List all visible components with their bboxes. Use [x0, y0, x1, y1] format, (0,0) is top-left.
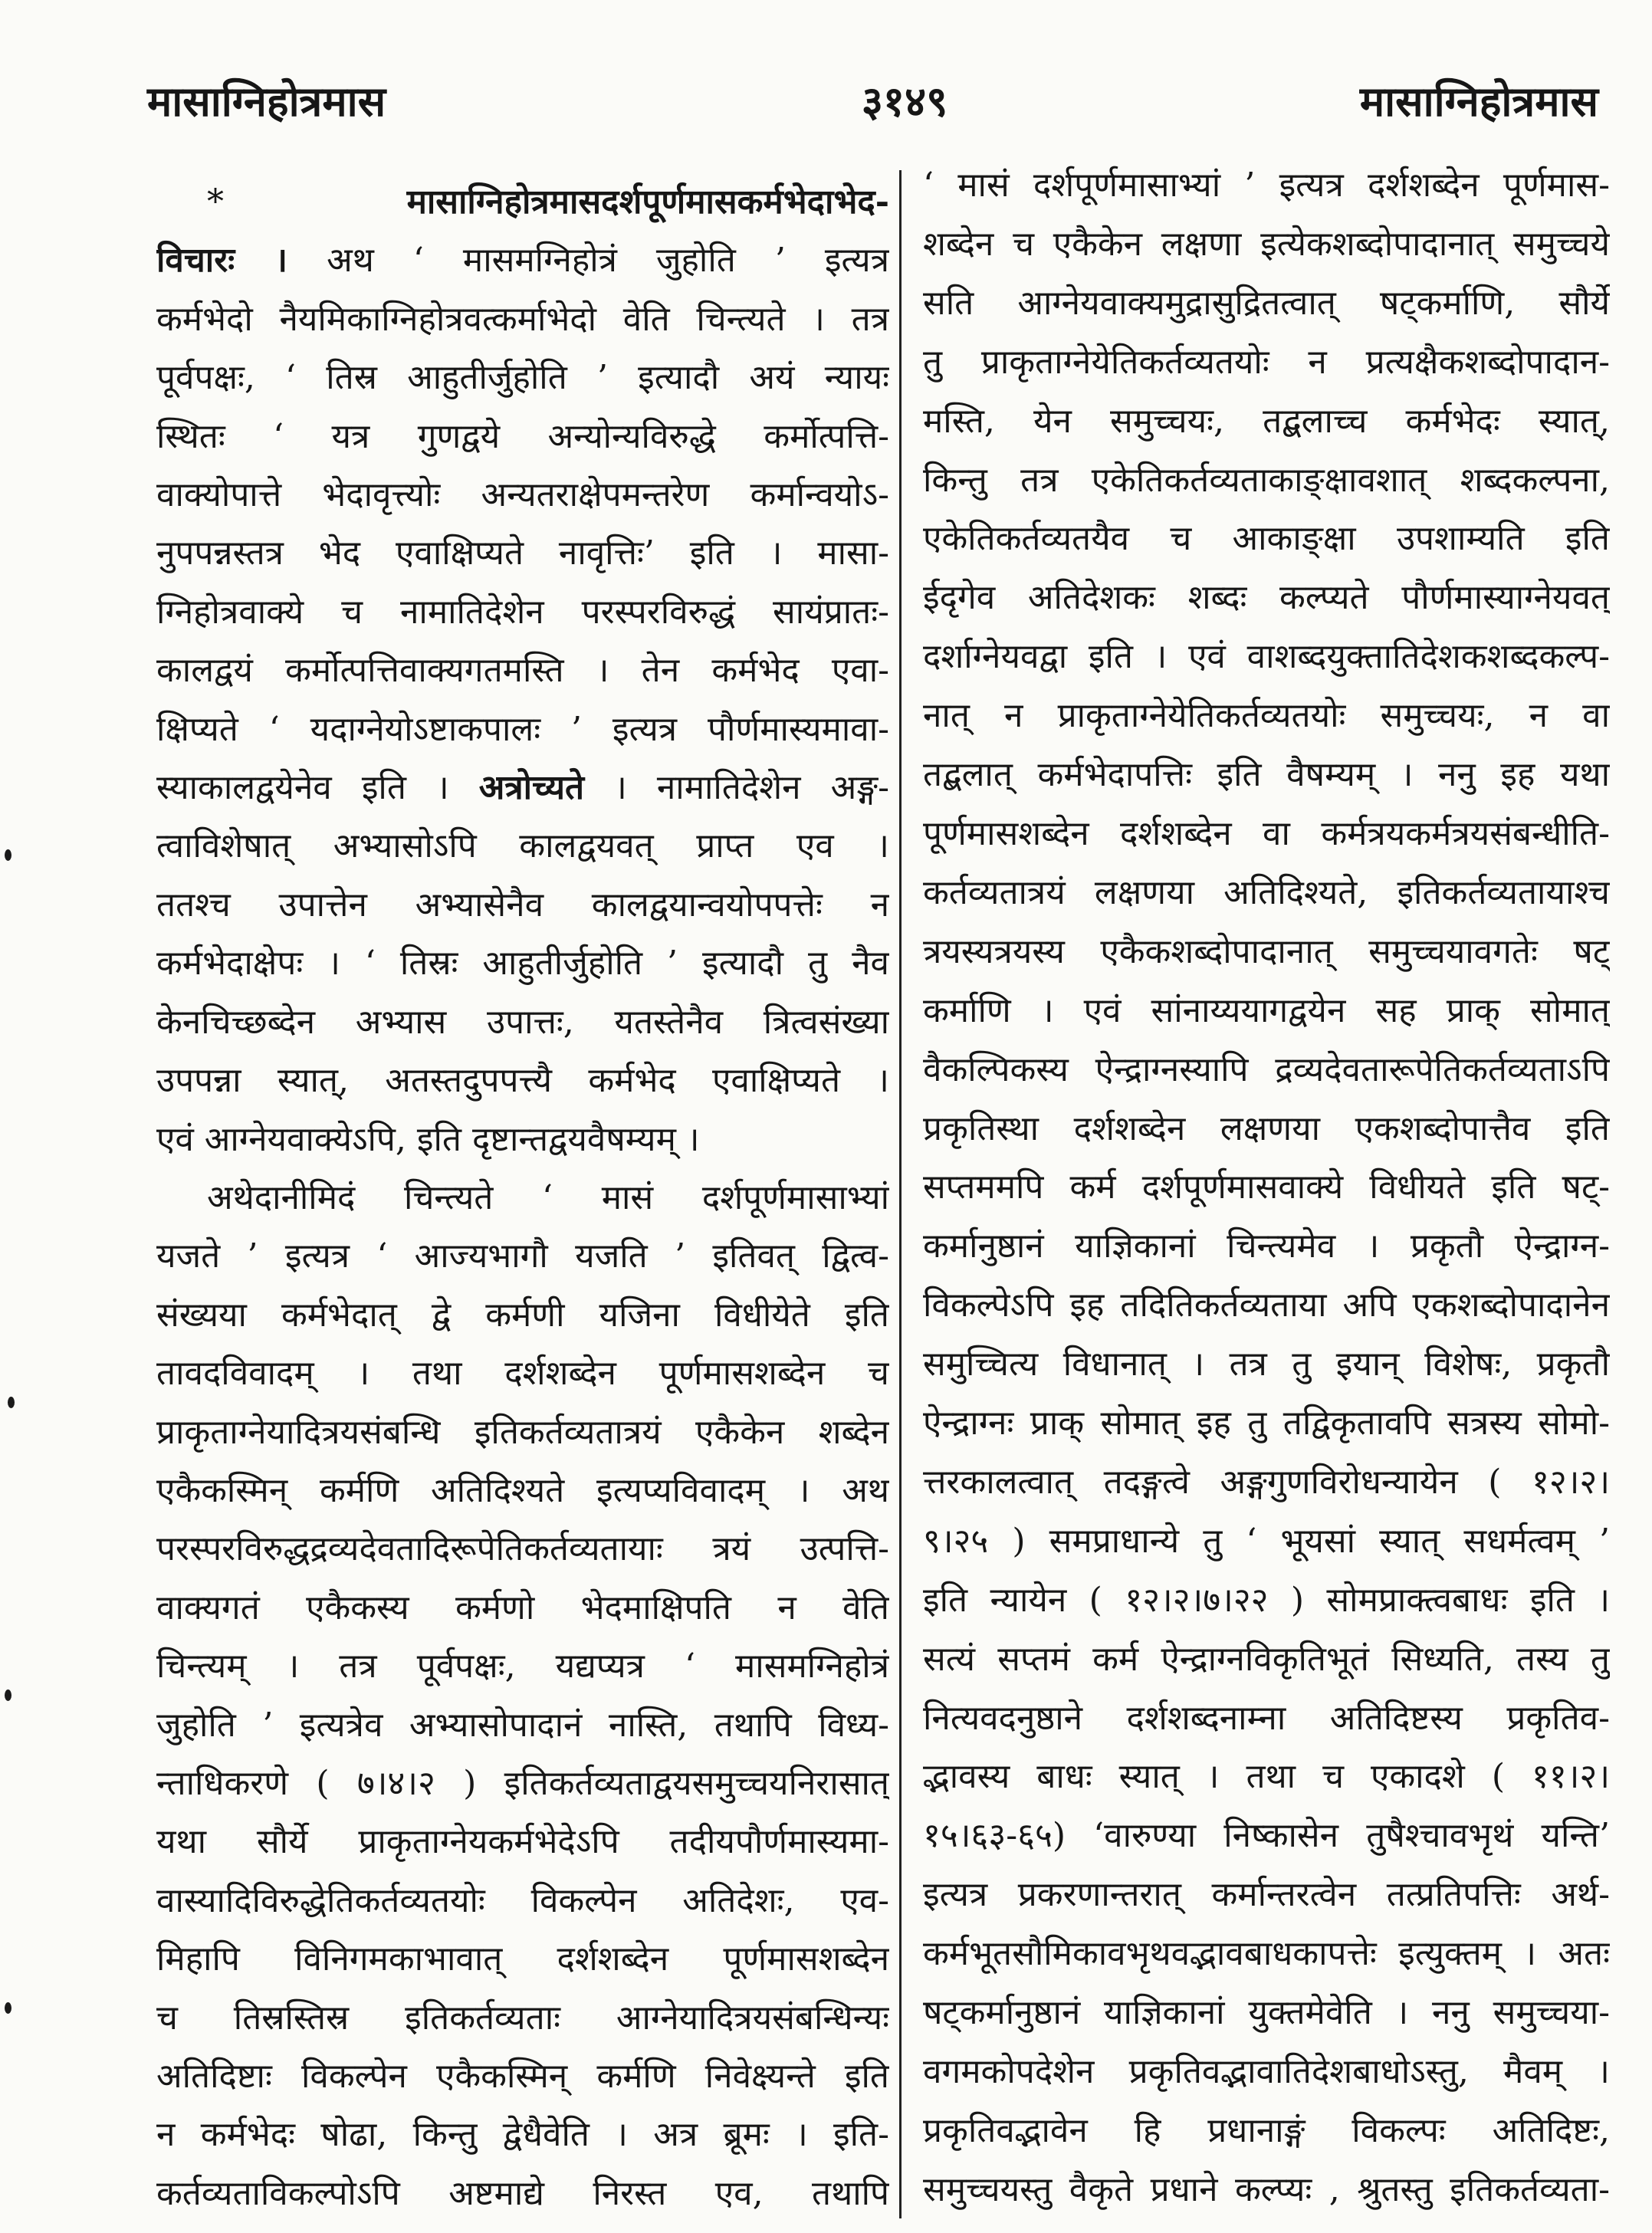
right-column-line: वैकल्पिकस्य ऐन्द्राग्नस्यापि द्रव्यदेवतारूपेतिकर्तव्यताऽपि: [923, 1049, 1610, 1089]
right-column-line: नित्यवदनुष्ठाने दर्शशब्दनाम्ना अतिदिष्टस्य प्रकृतिव-: [923, 1698, 1610, 1738]
left-column-line: अतिदिष्टाः विकल्पेन एकैकस्मिन् कर्मणि निवेक्ष्यन्ते इति: [156, 2057, 889, 2096]
right-column-line: विकल्पेऽपि इह तदितिकर्तव्यताया अपि एकशब्दोपादानेन: [923, 1286, 1610, 1325]
right-column-line: द्भावस्य बाधः स्यात् । तथा च एकादशे ( ११।२।: [923, 1757, 1610, 1797]
right-column-line: ऐन्द्राग्नः प्राक् सोमात् इह तु तद्विकृतावपि सत्रस्य सोमो-: [923, 1404, 1610, 1443]
left-column-line: वास्यादिविरुद्धेतिकर्तव्यतयोः विकल्पेन अतिदेशः, एव-: [156, 1880, 889, 1920]
right-column-line: दर्शाग्नेयवद्वा इति । एवं वाशब्दयुक्तातिदेशकशब्दकल्प-: [923, 637, 1610, 677]
right-column-line: सत्यं सप्तमं कर्म ऐन्द्राग्नविकृतिभूतं सिध्यति, तस्य तु: [923, 1639, 1610, 1679]
left-column-line: जुहोति ’ इत्यत्रेव अभ्यासोपादानं नास्ति, तथापि विध्य-: [156, 1705, 889, 1745]
left-column-line: चिन्त्यम् । तत्र पूर्वपक्षः, यद्यप्यत्र ‘ मासमग्निहोत्रं: [156, 1647, 889, 1686]
article-heading: मासाग्निहोत्रमासदर्शपूर्णमासकर्मभेदाभेद-: [406, 182, 889, 222]
left-column-line: न कर्मभेदः षोढा, किन्तु द्वेधैवेति । अत्र ब्रूमः । इति-: [156, 2115, 889, 2155]
left-column-line: एकैकस्मिन् कर्मणि अतिदिश्यते इत्यप्यविवादम् । अथ: [156, 1470, 889, 1510]
right-column-line: सप्तममपि कर्म दर्शपूर्णमासवाक्ये विधीयते इति षट्-: [923, 1167, 1610, 1207]
right-column-line: एकेतिकर्तव्यतयैव च आकाङ्क्षा उपशाम्यति इति: [923, 519, 1610, 559]
right-column-line: वगमकोपदेशेन प्रकृतिवद्भावातिदेशबाधोऽस्तु, मैवम् ।: [923, 2052, 1610, 2091]
left-column-line: एवं आग्नेयवाक्येऽपि, इति दृष्टान्तद्वयवैषम्यम् ।: [156, 1119, 700, 1159]
right-column-line: तद्बलात् कर्मभेदापत्तिः इति वैषम्यम् । ननु इह यथा: [923, 755, 1610, 795]
left-column-line: कालद्वयं कर्मोत्पत्तिवाक्यगतमस्ति । तेन कर्मभेद एवा-: [156, 651, 889, 691]
right-column-line: प्रकृतिस्था दर्शशब्देन लक्षणया एकशब्दोपात्तैव इति: [923, 1108, 1610, 1148]
left-column-line: प्राकृताग्नेयादित्रयसंबन्धि इतिकर्तव्यतात्रयं एकैकेन शब्देन: [156, 1412, 889, 1452]
left-column-line: ततश्च उपात्तेन अभ्यासेनैव कालद्वयान्वयोपपत्तेः न: [156, 885, 889, 924]
right-column: [923, 156, 1610, 2220]
line-text: । नामातिदेशेन अङ्ग-: [614, 768, 889, 808]
right-column-line: पूर्णमासशब्देन दर्शशब्देन वा कर्मत्रयकर्मत्रयसंबन्धीति-: [923, 813, 1610, 853]
article-heading-continued: विचारः ।: [156, 241, 288, 281]
running-header-right: मासाग्निहोत्रमास: [1359, 77, 1598, 126]
right-column-line: षट्कर्मानुष्ठानं याज्ञिकानां युक्तमेवेति । ननु समुच्चया-: [923, 1993, 1610, 2033]
left-column-line: [156, 759, 889, 817]
left-column-line: [156, 232, 889, 290]
scan-mark: [5, 1690, 11, 1701]
left-column-line: तावदविवादम् । तथा दर्शशब्देन पूर्णमासशब्देन च: [156, 1354, 889, 1394]
left-column-line: पूर्वपक्षः, ‘ तिस्र आहुतीर्जुहोति ’ इत्यादौ अयं न्यायः: [156, 358, 889, 398]
right-column-line: कर्तव्यतात्रयं लक्षणया अतिदिश्यते, इतिकर्तव्यतायाश्च: [923, 872, 1610, 912]
right-column-line: तु प्राकृताग्नेयेतिकर्तव्यतयोः न प्रत्यक्षैकशब्दोपादान-: [923, 342, 1610, 382]
left-column-line: अथेदानीमिदं चिन्त्यते ‘ मासं दर्शपूर्णमासाभ्यां: [207, 1177, 889, 1217]
right-column-line: इति न्यायेन ( १२।२।७।२२ ) सोमप्राक्त्वबाधः इति ।: [923, 1580, 1610, 1620]
running-header-left: मासाग्निहोत्रमास: [147, 77, 386, 126]
left-column-line: मिहापि विनिगमकाभावात् दर्शशब्देन पूर्णमासशब्देन: [156, 1939, 889, 1979]
right-column-line: ‘ मासं दर्शपूर्णमासाभ्यां ’ इत्यत्र दर्शशब्देन पूर्णमास-: [923, 166, 1610, 205]
right-column-line: समुच्चयस्तु वैकृते प्रधाने कल्प्यः , श्रुतस्तु इतिकर्तव्यता-: [923, 2169, 1610, 2209]
right-column-line: इत्यत्र प्रकरणान्तरात् कर्मान्तरत्वेन तत्प्रतिपत्तिः अर्थ-: [923, 1875, 1610, 1915]
right-column-line: ईदृगेव अतिदेशकः शब्दः कल्प्यते पौर्णमास्याग्नेयवत्: [923, 578, 1610, 618]
left-column-line: नुपपन्नस्तत्र भेद एवाक्षिप्यते नावृत्तिः’ इति । मासा-: [156, 534, 889, 573]
right-column-line: किन्तु तत्र एकेतिकर्तव्यताकाङ्क्षावशात् शब्दकल्पना,: [923, 460, 1610, 500]
left-column-line: न्ताधिकरणे ( ७।४।२ ) इतिकर्तव्यताद्वयसमुच्चयनिरासात्: [156, 1763, 889, 1803]
left-column-line: उपपन्ना स्यात्, अतस्तदुपपत्त्यै कर्मभेद एवाक्षिप्यते ।: [156, 1061, 889, 1101]
left-column-line: ग्निहोत्रवाक्ये च नामातिदेशेन परस्परविरुद्धं सायंप्रातः-: [156, 592, 889, 632]
right-column-line: कर्माणि । एवं सांनाय्ययागद्वयेन सह प्राक् सोमात्: [923, 990, 1610, 1030]
page-number: ३१४९: [861, 77, 948, 126]
right-column-line: नात् न प्राकृताग्नेयेतिकर्तव्यतयोः समुच्चयः, न वा: [923, 696, 1610, 736]
left-column-line: क्षिप्यते ‘ यदाग्नेयोऽष्टाकपालः ’ इत्यत्र पौर्णमास्यमावा-: [156, 709, 889, 749]
right-column-line: कर्मभूतसौमिकावभृथवद्भावबाधकापत्तेः इत्युक्तम् । अतः: [923, 1934, 1610, 1974]
article-heading-line: [156, 173, 889, 232]
left-column-line: वाक्यगतं एकैकस्य कर्मणो भेदमाक्षिपति न वेति: [156, 1588, 889, 1627]
right-column-line: समुच्चित्य विधानात् । तत्र तु इयान् विशेषः, प्रकृतौ: [923, 1345, 1610, 1384]
line-text: अथ ‘ मासमग्निहोत्रं जुहोति ’ इत्यत्र: [327, 241, 889, 281]
left-column-line: च तिस्रस्तिस्र इतिकर्तव्यताः आग्नेयादित्रयसंबन्धिन्यः: [156, 1998, 889, 2038]
right-column-line: सति आग्नेयवाक्यमुद्रासुद्रितत्वात् षट्कर्माणि, सौर्ये: [923, 283, 1610, 323]
right-column-line: मस्ति, येन समुच्चयः, तद्बलाच्च कर्मभेदः स्यात्,: [923, 401, 1610, 441]
scan-mark: [5, 2002, 11, 2014]
left-column-line: संख्यया कर्मभेदात् द्वे कर्मणी यजिना विधीयेते इति: [156, 1295, 889, 1335]
right-column-line: १५।६३-६५) ‘वारुण्या निष्कासेन तुषैश्चावभृथं यन्ति’: [923, 1816, 1610, 1856]
left-column-line: यथा सौर्ये प्राकृताग्नेयकर्मभेदेऽपि तदीयपौर्णमास्यमा-: [156, 1822, 889, 1862]
right-column-line: त्रयस्यत्रयस्य एकैकशब्दोपादानात् समुच्चयावगतेः षट्: [923, 931, 1610, 971]
left-column-line: परस्परविरुद्धद्रव्यदेवतादिरूपेतिकर्तव्यतायाः त्रयं उत्पत्ति-: [156, 1529, 889, 1569]
line-text: स्याकालद्वयेनेव इति ।: [156, 768, 449, 808]
heading-marker: *: [207, 182, 224, 222]
left-column: [156, 173, 889, 2223]
left-column-line: कर्मभेदाक्षेपः । ‘ तिस्रः आहुतीर्जुहोति ’ इत्यादौ तु नैव: [156, 944, 889, 984]
left-column-line: कर्तव्यताविकल्पोऽपि अष्टमाद्ये निरस्त एव, तथापि: [156, 2173, 889, 2213]
scan-mark: [5, 849, 11, 861]
left-column-line: यजते ’ इत्यत्र ‘ आज्यभागौ यजति ’ इतिवत् द्वित्व-: [156, 1236, 889, 1276]
column-divider: [899, 170, 902, 2218]
left-column-line: वाक्योपात्ते भेदावृत्त्योः अन्यतराक्षेपमन्तरेण कर्मान्वयोऽ-: [156, 475, 889, 515]
left-column-line: स्थितः ‘ यत्र गुणद्वये अन्योन्यविरुद्धे कर्मोत्पत्ति-: [156, 416, 889, 456]
left-column-line: त्वाविशेषात् अभ्यासोऽपि कालद्वयवत् प्राप्त एव ।: [156, 826, 889, 866]
right-column-line: त्तरकालत्वात् तदङ्गत्वे अङ्गगुणविरोधन्यायेन ( १२।२।: [923, 1462, 1610, 1502]
scan-mark: [8, 1397, 15, 1408]
right-column-line: कर्मानुष्ठानं याज्ञिकानां चिन्त्यमेव । प्रकृतौ ऐन्द्राग्न-: [923, 1227, 1610, 1266]
right-column-line: प्रकृतिवद्भावेन हि प्रधानाङ्गं विकल्पः अतिदिष्टः,: [923, 2110, 1610, 2150]
left-column-line: केनचिच्छब्देन अभ्यास उपात्तः, यतस्तेनैव त्रित्वसंख्या: [156, 1002, 889, 1042]
bold-term: अत्रोच्यते: [478, 768, 585, 808]
left-column-line: कर्मभेदो नैयमिकाग्निहोत्रवत्कर्माभेदो वेति चिन्त्यते । तत्र: [156, 299, 889, 339]
right-column-line: शब्देन च एकैकेन लक्षणा इत्येकशब्दोपादानात् समुच्चये: [923, 224, 1610, 264]
right-column-line: ९।२५ ) समप्राधान्ये तु ‘ भूयसां स्यात् सधर्मत्वम् ’: [923, 1521, 1610, 1561]
